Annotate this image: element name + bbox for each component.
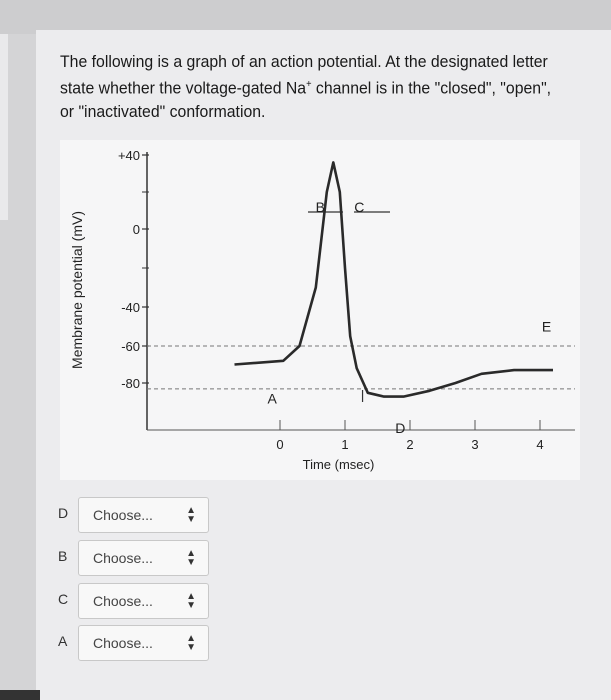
select-value: Choose... — [93, 550, 153, 566]
y-axis-label: Membrane potential (mV) — [69, 211, 85, 369]
answer-letter: D — [58, 505, 69, 521]
select-value: Choose... — [93, 507, 153, 523]
x-axis-label: Time (msec) — [302, 457, 375, 472]
x-tick-label: 0 — [276, 437, 284, 452]
y-tick-label: +40 — [117, 148, 140, 163]
question-text-part1: The following is a graph of an action potential. At the designated letter state whether the voltage-gated Na — [60, 52, 548, 98]
y-tick-label: -60 — [121, 339, 140, 354]
x-tick-label: 4 — [536, 437, 544, 452]
question-text — [60, 50, 562, 123]
question-sup: + — [306, 79, 312, 90]
x-tick-label: 2 — [406, 437, 414, 452]
select-arrows-icon: ▲ ▼ — [186, 633, 196, 653]
answer-row-d — [58, 497, 218, 533]
select-arrows-icon: ▲ ▼ — [186, 505, 196, 525]
top-strip — [0, 0, 611, 34]
answer-row-a — [58, 625, 218, 661]
select-arrows-icon: ▲ ▼ — [186, 548, 196, 568]
y-tick-label: 0 — [132, 222, 140, 237]
answer-select-c[interactable] — [78, 583, 209, 619]
action-potential-chart — [60, 140, 580, 480]
annotation-label-a: A — [267, 390, 277, 407]
answer-select-b[interactable] — [78, 540, 209, 576]
answer-select-a[interactable] — [78, 625, 209, 661]
x-tick-label: 3 — [471, 437, 479, 452]
annotation-label-e: E — [541, 318, 552, 335]
y-tick-label: -40 — [121, 300, 140, 315]
question-text-part2: channel is in the "closed", "open", or "inactivated" conformation. — [60, 78, 552, 121]
select-value: Choose... — [93, 593, 153, 609]
answer-row-b — [58, 540, 218, 576]
answer-letter: C — [58, 591, 69, 607]
side-panel-edge — [0, 34, 8, 220]
chart-svg — [60, 140, 580, 480]
answer-letter: B — [58, 548, 68, 564]
y-tick-label: -80 — [121, 376, 140, 391]
annotation-label-d: D — [395, 419, 406, 436]
annotation-label-b: B — [315, 198, 325, 215]
answer-select-d[interactable] — [78, 497, 209, 533]
action-potential-line — [235, 162, 554, 396]
answer-row-c — [58, 583, 218, 619]
taskbar-edge — [0, 690, 40, 700]
select-value: Choose... — [93, 635, 153, 651]
annotation-label-c: C — [354, 198, 365, 215]
x-tick-label: 1 — [341, 437, 349, 452]
select-arrows-icon: ▲ ▼ — [186, 591, 196, 611]
answer-letter: A — [58, 633, 68, 649]
